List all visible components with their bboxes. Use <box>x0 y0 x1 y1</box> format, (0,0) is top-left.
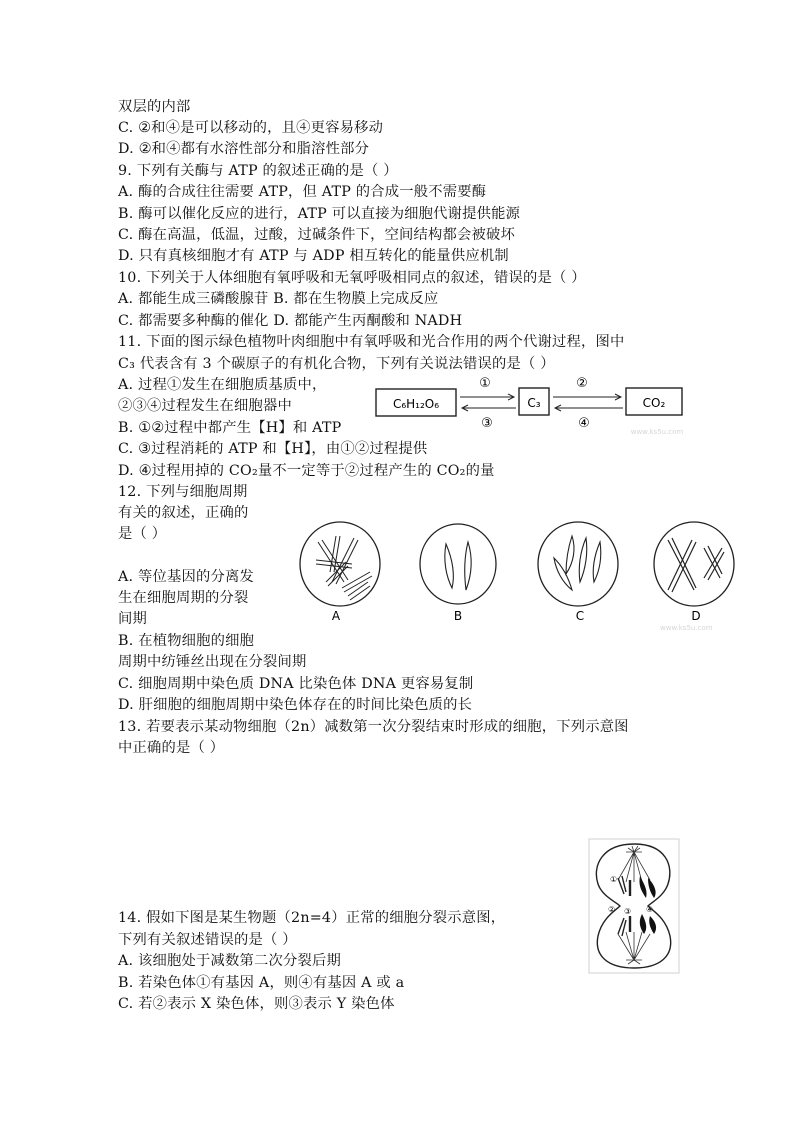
question-11-cont: C₃ 代表含有 3 个碳原子的有机化合物，下列有关说法错误的是（ ） <box>118 356 555 372</box>
chromosome-4-label: ④ <box>646 905 654 914</box>
option-line: C. 若②表示 X 染色体，则③表示 Y 染色体 <box>118 996 395 1012</box>
watermark-2: www.ks5u.com <box>660 624 713 632</box>
option-line: C. 都需要多种酶的催化 D. 都能产生丙酮酸和 NADH <box>118 313 463 329</box>
option-line: A. 等位基因的分离发 <box>118 569 254 585</box>
cell-d <box>654 522 734 606</box>
option-line: A. 都能生成三磷酸腺苷 B. 都在生物膜上完成反应 <box>118 291 439 307</box>
option-line: C. 酶在高温，低温，过酸，过碱条件下，空间结构都会被破坏 <box>118 227 516 243</box>
option-line: ②③④过程发生在细胞器中 <box>118 398 292 414</box>
option-line: D. 只有真核细胞才有 ATP 与 ADP 相互转化的能量供应机制 <box>118 248 509 264</box>
question-13: 13. 若要表示某动物细胞（2n）减数第一次分裂结束时形成的细胞，下列示意图 <box>118 719 629 735</box>
chromosome-3-label: ③ <box>624 907 632 916</box>
option-line: 生在细胞周期的分裂 <box>118 590 249 606</box>
option-line: C. ②和④是可以移动的，且④更容易移动 <box>118 120 384 136</box>
question-14: 14. 假如下图是某生物题（2n=4）正常的细胞分裂示意图， <box>118 910 506 926</box>
option-line: B. 若染色体①有基因 A，则④有基因 A 或 a <box>118 975 405 991</box>
step-4-label: ④ <box>578 416 590 431</box>
meiosis-diagram <box>588 838 680 974</box>
option-line: 周期中纺锤丝出现在分裂间期 <box>118 654 307 670</box>
option-line: C. 细胞周期中染色质 DNA 比染色体 DNA 更容易复制 <box>118 676 474 692</box>
option-line: D. 肝细胞的细胞周期中染色体存在的时间比染色质的长 <box>118 697 473 713</box>
option-line: D. ②和④都有水溶性部分和脂溶性部分 <box>118 141 370 157</box>
step-3-label: ③ <box>481 416 493 431</box>
option-line: A. 该细胞处于减数第二次分裂后期 <box>118 953 341 969</box>
question-13-cont: 中正确的是（ ） <box>118 740 225 756</box>
cell-c <box>538 522 618 606</box>
option-line: C. ③过程消耗的 ATP 和【H】，由①②过程提供 <box>118 441 428 457</box>
question-11: 11. 下面的图示绿色植物叶肉细胞中有氧呼吸和光合作用的两个代谢过程，图中 <box>118 334 625 350</box>
option-line: A. 过程①发生在细胞质基质中， <box>118 377 327 393</box>
question-12-cont: 是（ ） <box>118 526 167 542</box>
watermark: www.ks5u.com <box>630 428 684 434</box>
metabolic-pathway-diagram <box>372 372 690 434</box>
step-2-label: ② <box>576 376 588 391</box>
cell-cycle-diagrams <box>296 512 738 632</box>
cell-b <box>420 524 496 604</box>
cell-a-label: A <box>331 609 341 623</box>
c3-label: C₃ <box>527 396 541 410</box>
text-line: 双层的内部 <box>118 99 191 115</box>
cell-a <box>300 522 380 606</box>
cell-c-label: C <box>575 609 585 623</box>
option-line: A. 酶的合成往往需要 ATP，但 ATP 的合成一般不需要酶 <box>118 184 487 200</box>
question-14-cont: 下列有关叙述错误的是（ ） <box>118 932 297 948</box>
cell-d-label: D <box>691 609 701 623</box>
option-line: B. 在植物细胞的细胞 <box>118 633 255 649</box>
question-12: 12. 下列与细胞周期 <box>118 484 248 500</box>
co2-label: CO₂ <box>642 396 666 410</box>
option-line: 间期 <box>118 611 147 627</box>
chromosome-1-label: ① <box>610 875 618 884</box>
option-line: B. 酶可以催化反应的进行，ATP 可以直接为细胞代谢提供能源 <box>118 206 521 222</box>
step-1-label: ① <box>479 376 491 391</box>
chromosome-2-label: ② <box>608 905 616 914</box>
glucose-label: C₆H₁₂O₆ <box>392 397 440 411</box>
cell-b-label: B <box>453 609 463 623</box>
question-9: 9. 下列有关酶与 ATP 的叙述正确的是（ ） <box>118 163 398 179</box>
option-line: B. ①②过程中都产生【H】和 ATP <box>118 420 342 436</box>
question-12-cont: 有关的叙述，正确的 <box>118 505 249 521</box>
option-line: D. ④过程用掉的 CO₂量不一定等于②过程产生的 CO₂的量 <box>118 463 495 479</box>
question-10: 10. 下列关于人体细胞有氧呼吸和无氧呼吸相同点的叙述，错误的是（ ） <box>118 270 586 286</box>
